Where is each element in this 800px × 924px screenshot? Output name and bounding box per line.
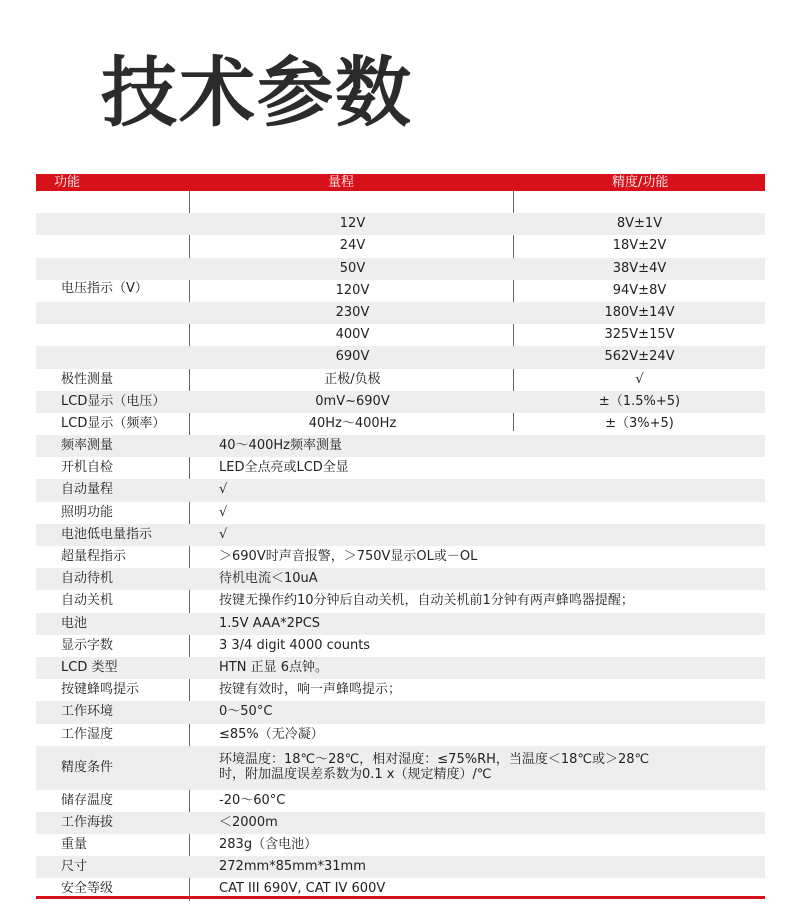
- table-row: LCD 类型 HTN 正显 6点钟。: [36, 657, 765, 679]
- table-row: 电池 1.5V AAA*2PCS: [36, 613, 765, 635]
- table-row: 开机自检 LED全点亮或LCD全显: [61, 460, 349, 476]
- table-header: [36, 174, 765, 191]
- led-row: 690V 562V±24V: [36, 346, 765, 368]
- table-row: 频率测量 40～400Hz频率测量: [36, 435, 765, 457]
- header-function: 功能: [54, 175, 81, 190]
- led-row: 12V 8V±1V: [36, 213, 765, 235]
- table-row: 按键蜂鸣提示 按键有效时，响一声蜂鸣提示；: [61, 682, 402, 698]
- table-row: 超量程指示 ＞690V时声音报警，＞750V显示OL或－OL: [61, 549, 478, 564]
- table-row: 储存温度 -20～60°C: [61, 792, 286, 808]
- led-row: 400V 325V±15V: [335, 327, 675, 343]
- precision-text: 环境温度：18℃～28℃，相对湿度：≤75%RH，当温度＜18℃或＞28℃ 时，附加温度误差系数为0.1 x（规定精度）/℃: [219, 751, 650, 782]
- table-row: LCD显示（频率） 40Hz～400Hz ±（3%+5): [61, 415, 674, 431]
- led-row: 50V 38V±4V: [36, 258, 765, 280]
- table-row: LCD显示（电压） 0mV~690V ±（1.5%+5): [36, 391, 765, 413]
- table-row-precision: 精度条件 环境温度：18℃～28℃，相对湿度：≤75%RH，当温度＜18℃或＞28℃ 时，附加温度误差系数为0.1 x（规定精度）/℃: [36, 746, 765, 790]
- led-row: 24V 18V±2V: [339, 238, 667, 254]
- table-row: 自动待机 待机电流＜10uA: [36, 568, 765, 590]
- led-row: 230V 180V±14V: [36, 302, 765, 324]
- led-voltage-label: 电压指示（V）: [61, 281, 148, 296]
- table-row: 重量 283g（含电池）: [61, 837, 318, 853]
- table-row: 尺寸 272mm*85mm*31mm: [36, 856, 765, 878]
- table-body: [36, 191, 765, 901]
- table-row: 安全等级 CAT III 690V, CAT IV 600V: [61, 881, 386, 897]
- led-row: 120V 94V±8V: [335, 282, 667, 298]
- table-row: 电池低电量指示 √: [36, 524, 765, 546]
- header-range: 量程: [328, 175, 355, 190]
- page-title: 技术参数: [101, 48, 413, 137]
- bottom-rule: [36, 896, 765, 899]
- table-row: 极性测量 正极/负极 √: [61, 371, 644, 387]
- table-row: 自动量程 √: [36, 479, 765, 501]
- table-row: 照明功能 √: [61, 504, 228, 520]
- table-row: 自动关机 按键无操作约10分钟后自动关机，自动关机前1分钟有两声蜂鸣器提醒；: [61, 593, 634, 609]
- spec-table: [36, 174, 765, 901]
- table-row: 工作环境 0～50°C: [36, 701, 765, 723]
- header-accuracy: 精度/功能: [612, 175, 669, 190]
- led-row: [36, 191, 765, 213]
- table-row: 工作海拔 ＜2000m: [36, 812, 765, 834]
- table-row: 显示字数 3 3/4 digit 4000 counts: [61, 637, 371, 653]
- table-row: 工作湿度 ≤85%（无冷凝）: [61, 726, 324, 742]
